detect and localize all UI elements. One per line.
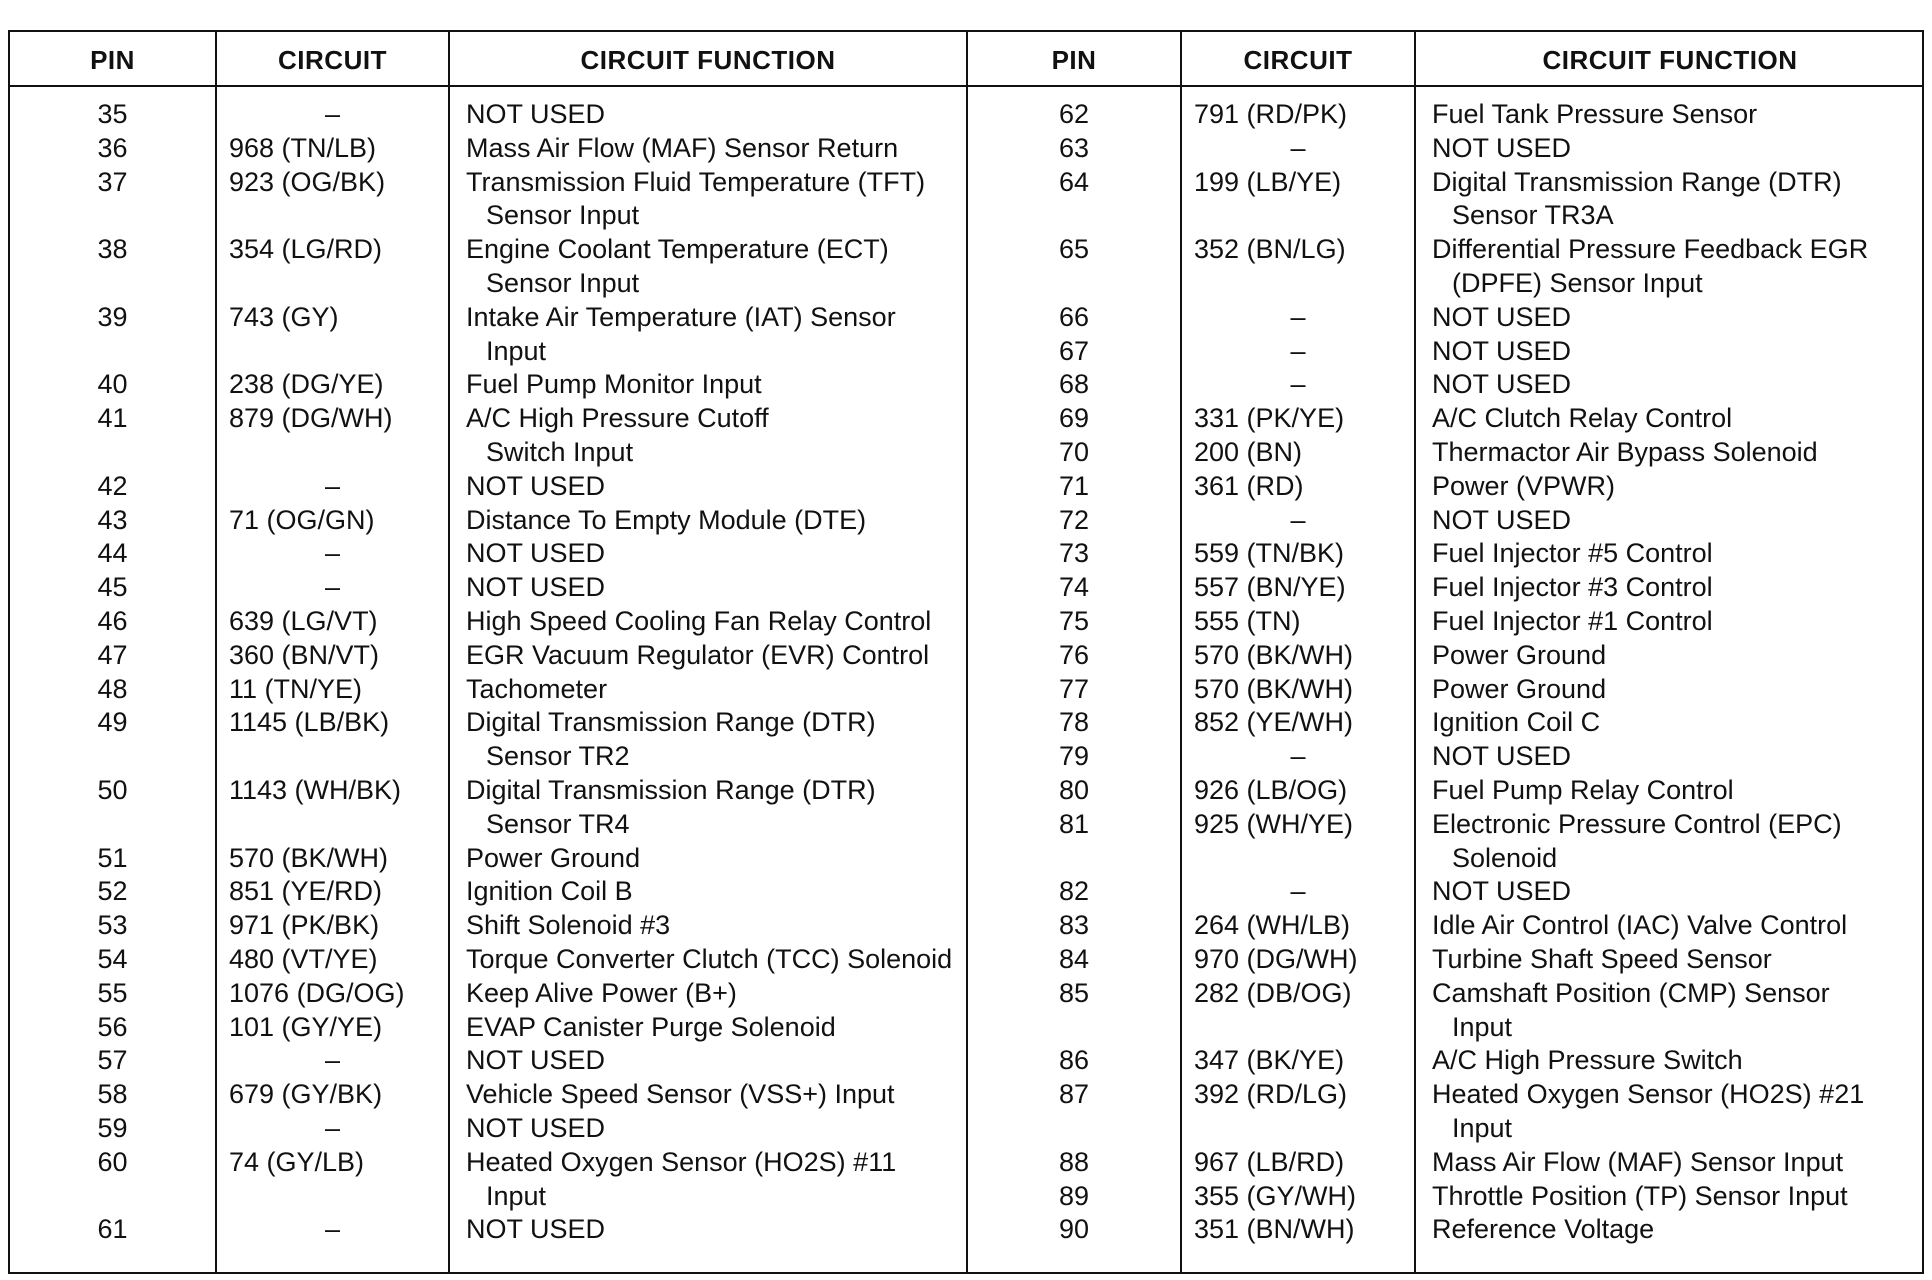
function-line: Power Ground — [1432, 673, 1607, 704]
circuit-id: 791 (RD/PK) — [1194, 99, 1348, 129]
function-line: Power (VPWR) — [1432, 470, 1616, 501]
function-line: NOT USED — [466, 572, 606, 603]
function-line: NOT USED — [1432, 132, 1572, 163]
circuit-function — [450, 98, 966, 132]
circuit-function — [1416, 436, 1924, 470]
circuit-id: 555 (TN) — [1194, 605, 1301, 636]
circuit-id: 74 (GY/LB) — [229, 1146, 365, 1177]
pin-number: 57 — [97, 1045, 128, 1076]
circuit-id: 570 (BK/WH) — [1194, 673, 1354, 704]
function-line: Idle Air Control (IAC) Valve Control — [1432, 910, 1848, 941]
circuit-id: 967 (LB/RD) — [1194, 1146, 1345, 1177]
circuit-id: 361 (RD) — [1194, 470, 1304, 501]
circuit-id: 968 (TN/LB) — [229, 132, 377, 163]
circuit-function — [1416, 368, 1924, 402]
circuit-function — [450, 470, 966, 504]
function-line: Fuel Pump Monitor Input — [466, 369, 762, 400]
function-line: Fuel Injector #1 Control — [1432, 605, 1713, 636]
pin-number: 58 — [97, 1079, 128, 1110]
pin-number: 50 — [97, 774, 128, 805]
pin-number: 47 — [97, 639, 128, 670]
pin-number: 76 — [1058, 639, 1090, 670]
circuit-function — [450, 842, 966, 876]
circuit-function — [1416, 639, 1924, 673]
circuit-function — [1416, 673, 1924, 707]
circuit-id: 679 (GY/BK) — [229, 1079, 383, 1110]
circuit-function — [1416, 909, 1924, 943]
circuit-id: 71 (OG/GN) — [229, 504, 375, 535]
circuit-id: 1143 (WH/BK) — [229, 774, 402, 805]
function-line: Fuel Injector #5 Control — [1432, 538, 1713, 569]
circuit-id: – — [1290, 301, 1306, 332]
circuit-function — [1416, 504, 1924, 538]
function-line-continued: Sensor Input — [486, 267, 640, 298]
function-line: Torque Converter Clutch (TCC) Solenoid — [466, 943, 953, 974]
pin-number: 60 — [97, 1146, 128, 1177]
function-line-continued: Solenoid — [1452, 842, 1558, 873]
function-line: Thermactor Air Bypass Solenoid — [1432, 436, 1818, 467]
pin-number: 41 — [97, 403, 128, 434]
function-line: Distance To Empty Module (DTE) — [466, 504, 867, 535]
function-line: NOT USED — [1432, 301, 1572, 332]
pin-number: 83 — [1058, 910, 1090, 941]
function-line: Intake Air Temperature (IAT) Sensor — [466, 301, 896, 332]
function-line: Fuel Tank Pressure Sensor — [1432, 99, 1758, 129]
circuit-function — [450, 639, 966, 673]
circuit-id: – — [1290, 132, 1306, 163]
circuit-id: – — [324, 99, 341, 129]
function-line-continued: (DPFE) Sensor Input — [1452, 267, 1703, 298]
circuit-function — [1416, 1213, 1924, 1247]
function-line: Digital Transmission Range (DTR) — [466, 774, 876, 805]
circuit-function — [450, 537, 966, 571]
function-line: Ignition Coil B — [466, 876, 633, 907]
circuit-function — [1416, 98, 1924, 132]
circuit-id: 1145 (LB/BK) — [229, 707, 390, 738]
circuit-function — [450, 368, 966, 402]
circuit-id: 557 (BN/YE) — [1194, 572, 1346, 603]
circuit-id: 879 (DG/WH) — [229, 403, 393, 434]
pin-number: 37 — [97, 166, 128, 197]
circuit-id: 101 (GY/YE) — [229, 1011, 383, 1042]
pin-number: 72 — [1058, 504, 1090, 535]
circuit-function — [1416, 132, 1924, 166]
function-line: NOT USED — [466, 99, 606, 129]
function-line: Engine Coolant Temperature (ECT) — [466, 234, 889, 265]
pin-number: 85 — [1058, 977, 1090, 1008]
pin-number: 49 — [97, 707, 128, 738]
right-pin-column — [968, 98, 1180, 1247]
pin-number: 56 — [97, 1011, 128, 1042]
function-line: NOT USED — [1432, 335, 1572, 366]
function-line: Mass Air Flow (MAF) Sensor Input — [1432, 1146, 1844, 1177]
circuit-id: 282 (DB/OG) — [1194, 977, 1352, 1008]
circuit-id: – — [324, 1214, 341, 1245]
function-line: A/C High Pressure Switch — [1432, 1045, 1743, 1076]
function-line: Differential Pressure Feedback EGR — [1432, 234, 1869, 265]
circuit-id: 926 (LB/OG) — [1194, 774, 1348, 805]
header-function-right: CIRCUIT FUNCTION — [1542, 45, 1798, 75]
function-line: Heated Oxygen Sensor (HO2S) #21 — [1432, 1079, 1865, 1110]
circuit-id: 347 (BK/YE) — [1194, 1045, 1345, 1076]
pin-number: 77 — [1058, 673, 1090, 704]
circuit-id: – — [324, 1112, 341, 1143]
function-line: Vehicle Speed Sensor (VSS+) Input — [466, 1079, 895, 1110]
function-line: A/C Clutch Relay Control — [1432, 403, 1733, 434]
function-line: Digital Transmission Range (DTR) — [1432, 166, 1842, 197]
circuit-id: – — [1290, 504, 1306, 535]
circuit-function — [450, 504, 966, 538]
circuit-id: 743 (GY) — [229, 301, 339, 332]
header-circuit-right: CIRCUIT — [1243, 45, 1353, 75]
pin-number: 40 — [97, 369, 128, 400]
circuit-id: – — [1290, 741, 1306, 772]
function-line: Power Ground — [466, 842, 641, 873]
circuit-function — [450, 571, 966, 605]
pin-number: 46 — [97, 605, 128, 636]
circuit-id: 923 (OG/BK) — [229, 166, 386, 197]
function-line-continued: Input — [486, 1180, 547, 1211]
function-line-continued: Sensor TR2 — [486, 741, 630, 772]
function-line: NOT USED — [1432, 504, 1572, 535]
circuit-id: – — [1290, 335, 1306, 366]
circuit-id: 351 (BN/WH) — [1194, 1214, 1355, 1245]
function-line: NOT USED — [466, 470, 606, 501]
circuit-id: 200 (BN) — [1194, 436, 1303, 467]
function-line: NOT USED — [1432, 876, 1572, 907]
pin-number: 51 — [97, 842, 128, 873]
pin-number: 73 — [1058, 538, 1090, 569]
circuit-function — [450, 943, 966, 977]
pin-number: 78 — [1058, 707, 1090, 738]
function-line: Camshaft Position (CMP) Sensor — [1432, 977, 1830, 1008]
function-line-continued: Input — [1452, 1112, 1513, 1143]
pin-number: 68 — [1058, 369, 1090, 400]
function-line: EVAP Canister Purge Solenoid — [466, 1011, 836, 1042]
circuit-function — [450, 706, 966, 774]
circuit-function — [450, 301, 966, 369]
pin-number: 52 — [97, 876, 128, 907]
circuit-function — [450, 1078, 966, 1112]
circuit-id: 570 (BK/WH) — [229, 842, 389, 873]
circuit-function — [1416, 706, 1924, 740]
function-line: Electronic Pressure Control (EPC) — [1432, 808, 1842, 839]
circuit-id: – — [1290, 876, 1306, 907]
function-line: Power Ground — [1432, 639, 1607, 670]
circuit-id: – — [324, 538, 341, 569]
right-function-column — [1416, 98, 1924, 1247]
circuit-function — [1416, 774, 1924, 808]
pin-number: 71 — [1058, 470, 1090, 501]
pin-number: 69 — [1058, 403, 1090, 434]
pin-number: 86 — [1058, 1045, 1090, 1076]
pin-number: 39 — [97, 301, 128, 332]
circuit-function — [1416, 402, 1924, 436]
function-line-continued: Switch Input — [486, 436, 634, 467]
function-line-continued: Input — [1452, 1011, 1513, 1042]
left-circuit-column — [217, 98, 448, 1247]
pin-number: 75 — [1058, 605, 1090, 636]
circuit-id: 970 (DG/WH) — [1194, 943, 1358, 974]
circuit-id: 639 (LG/VT) — [229, 605, 378, 636]
circuit-function — [450, 1213, 966, 1247]
function-line: Reference Voltage — [1432, 1214, 1655, 1245]
circuit-function — [1416, 166, 1924, 234]
circuit-function — [450, 977, 966, 1011]
circuit-id: 199 (LB/YE) — [1194, 166, 1342, 197]
circuit-function — [1416, 301, 1924, 335]
function-line: Fuel Injector #3 Control — [1432, 572, 1713, 603]
pin-number: 80 — [1058, 774, 1090, 805]
circuit-function — [450, 1044, 966, 1078]
pin-number: 54 — [97, 943, 128, 974]
function-line-continued: Sensor Input — [486, 200, 640, 231]
circuit-id: 360 (BN/VT) — [229, 639, 380, 670]
function-line-continued: Sensor TR3A — [1452, 200, 1614, 231]
left-function-column — [450, 98, 966, 1247]
function-line: NOT USED — [466, 1112, 606, 1143]
circuit-id: 331 (PK/YE) — [1194, 403, 1345, 434]
pin-number: 66 — [1058, 301, 1090, 332]
circuit-function — [1416, 335, 1924, 369]
circuit-id: 392 (RD/LG) — [1194, 1079, 1348, 1110]
pin-number: 44 — [97, 538, 128, 569]
circuit-function — [1416, 605, 1924, 639]
function-line: NOT USED — [466, 1214, 606, 1245]
pin-table — [8, 30, 1924, 1274]
circuit-id: – — [324, 1045, 341, 1076]
header-divider — [10, 85, 1922, 87]
circuit-id: 925 (WH/YE) — [1194, 808, 1354, 839]
circuit-function — [1416, 1044, 1924, 1078]
pin-number: 38 — [97, 234, 128, 265]
circuit-id: – — [324, 572, 341, 603]
pin-number: 70 — [1058, 436, 1090, 467]
circuit-id: 1076 (DG/OG) — [229, 977, 405, 1008]
function-line: Ignition Coil C — [1432, 707, 1601, 738]
function-line: Shift Solenoid #3 — [466, 910, 671, 941]
function-line: Fuel Pump Relay Control — [1432, 774, 1734, 805]
pin-number: 88 — [1058, 1146, 1090, 1177]
circuit-function — [450, 673, 966, 707]
circuit-id: – — [324, 470, 341, 501]
pin-number: 62 — [1058, 99, 1090, 129]
function-line-continued: Input — [486, 335, 547, 366]
header-circuit-left: CIRCUIT — [278, 45, 387, 75]
circuit-function — [1416, 571, 1924, 605]
pin-number: 61 — [97, 1214, 128, 1245]
function-line: NOT USED — [466, 538, 606, 569]
circuit-id: 971 (PK/BK) — [229, 910, 380, 941]
circuit-id: 559 (TN/BK) — [1194, 538, 1345, 569]
function-line: NOT USED — [466, 1045, 606, 1076]
pin-number: 87 — [1058, 1079, 1090, 1110]
pin-number: 65 — [1058, 234, 1090, 265]
pin-number: 53 — [97, 910, 128, 941]
function-line: Mass Air Flow (MAF) Sensor Return — [466, 132, 899, 163]
pin-number: 63 — [1058, 132, 1090, 163]
pin-number: 45 — [97, 572, 128, 603]
pin-number: 82 — [1058, 876, 1090, 907]
pin-number: 42 — [97, 470, 128, 501]
circuit-function — [1416, 1146, 1924, 1180]
circuit-function — [1416, 233, 1924, 301]
circuit-id: 852 (YE/WH) — [1194, 707, 1354, 738]
pin-number: 35 — [97, 99, 128, 129]
circuit-function — [1416, 1180, 1924, 1214]
circuit-id: 354 (LG/RD) — [229, 234, 383, 265]
function-line: Heated Oxygen Sensor (HO2S) #11 — [466, 1146, 897, 1177]
circuit-function — [1416, 537, 1924, 571]
circuit-function — [1416, 808, 1924, 876]
circuit-function — [450, 132, 966, 166]
function-line: Tachometer — [466, 673, 608, 704]
circuit-function — [450, 1146, 966, 1214]
circuit-function — [1416, 740, 1924, 774]
function-line: Digital Transmission Range (DTR) — [466, 707, 876, 738]
pin-number: 81 — [1058, 808, 1090, 839]
circuit-id: 355 (GY/WH) — [1194, 1180, 1357, 1211]
function-line: NOT USED — [1432, 369, 1572, 400]
function-line-continued: Sensor TR4 — [486, 808, 630, 839]
pin-number: 79 — [1058, 741, 1090, 772]
left-pin-column — [10, 98, 215, 1247]
function-line: Transmission Fluid Temperature (TFT) — [466, 166, 926, 197]
function-line: A/C High Pressure Cutoff — [466, 403, 769, 434]
pin-number: 59 — [97, 1112, 128, 1143]
header-pin-right: PIN — [1051, 45, 1097, 75]
pin-number: 43 — [97, 504, 128, 535]
circuit-id: 11 (TN/YE) — [229, 673, 363, 704]
pin-number: 48 — [97, 673, 128, 704]
function-line: Keep Alive Power (B+) — [466, 977, 737, 1008]
right-circuit-column — [1182, 98, 1414, 1247]
pin-number: 55 — [97, 977, 128, 1008]
function-line: NOT USED — [1432, 741, 1572, 772]
pin-number: 36 — [97, 132, 128, 163]
circuit-function — [1416, 943, 1924, 977]
pin-number: 84 — [1058, 943, 1090, 974]
circuit-function — [450, 909, 966, 943]
pin-number: 64 — [1058, 166, 1090, 197]
function-line: Throttle Position (TP) Sensor Input — [1432, 1180, 1848, 1211]
circuit-function — [1416, 1078, 1924, 1146]
function-line: High Speed Cooling Fan Relay Control — [466, 605, 932, 636]
header-function-left: CIRCUIT FUNCTION — [580, 45, 836, 75]
circuit-id: 238 (DG/YE) — [229, 369, 384, 400]
pin-number: 67 — [1058, 335, 1090, 366]
circuit-function — [450, 1112, 966, 1146]
circuit-function — [1416, 470, 1924, 504]
circuit-id: 570 (BK/WH) — [1194, 639, 1354, 670]
circuit-function — [450, 402, 966, 470]
circuit-function — [1416, 875, 1924, 909]
function-line: Turbine Shaft Speed Sensor — [1432, 943, 1772, 974]
circuit-id: 480 (VT/YE) — [229, 943, 378, 974]
circuit-function — [1416, 977, 1924, 1045]
function-line: EGR Vacuum Regulator (EVR) Control — [466, 639, 930, 670]
circuit-function — [450, 774, 966, 842]
circuit-function — [450, 1011, 966, 1045]
circuit-id: 264 (WH/LB) — [1194, 910, 1351, 941]
pin-number: 74 — [1058, 572, 1090, 603]
circuit-function — [450, 605, 966, 639]
header-pin-left: PIN — [90, 45, 135, 75]
pin-number: 89 — [1058, 1180, 1090, 1211]
circuit-function — [450, 166, 966, 234]
circuit-id: – — [1290, 369, 1306, 400]
circuit-id: 851 (YE/RD) — [229, 876, 383, 907]
circuit-function — [450, 233, 966, 301]
circuit-function — [450, 875, 966, 909]
pin-number: 90 — [1058, 1214, 1090, 1245]
circuit-id: 352 (BN/LG) — [1194, 234, 1346, 265]
